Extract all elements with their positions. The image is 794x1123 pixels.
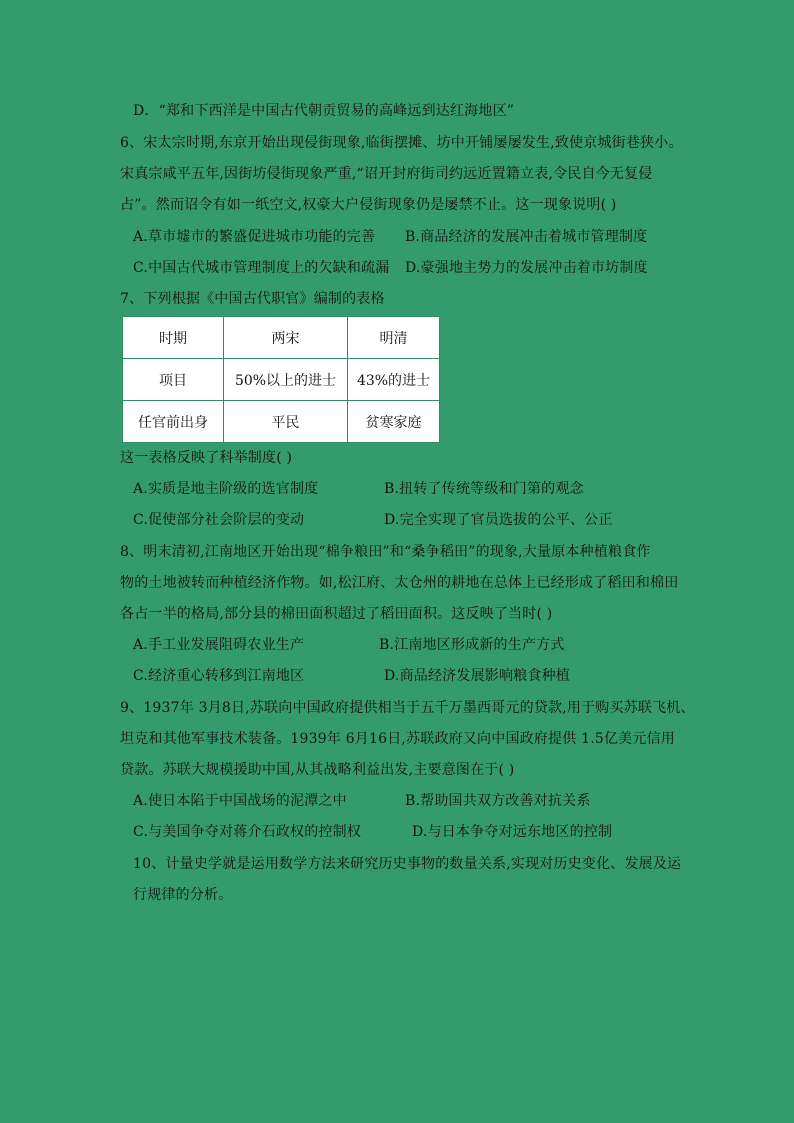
- q6-stem-line-3: 占”。然而诏令有如一纸空文,权豪大户侵街现象仍是屡禁不止。这一现象说明( ): [120, 197, 617, 213]
- q8-stem-line-3: 各占一半的格局,部分县的棉田面积超过了稻田面积。这反映了当时( ): [120, 606, 553, 622]
- q9-option-d: D.与日本争夺对远东地区的控制: [412, 824, 613, 840]
- q9-stem-line-1: 9、1937年 3月8日,苏联向中国政府提供相当于五千万墨西哥元的贷款,用于购买苏联飞机、: [120, 700, 695, 716]
- table-cell: 贫寒家庭: [348, 401, 440, 443]
- q9-stem-line-3: 贷款。苏联大规模援助中国,从其战略利益出发,主要意图在于( ): [120, 762, 515, 778]
- q7-option-d: D.完全实现了官员选拔的公平、公正: [384, 512, 613, 528]
- table-cell: 两宋: [224, 317, 348, 359]
- q8-option-d: D.商品经济发展影响粮食种植: [384, 668, 570, 684]
- table-cell: 明清: [348, 317, 440, 359]
- q7-option-a: A.实质是地主阶级的选官制度: [133, 481, 319, 497]
- q8-stem-line-1: 8、明末清初,江南地区开始出现“棉争粮田”和“桑争稻田”的现象,大量原本种植粮食作: [120, 544, 651, 560]
- q6-stem-line-2: 宋真宗咸平五年,因街坊侵街现象严重,“诏开封府街司约远近置籍立表,令民自今无复侵: [120, 166, 653, 182]
- q6-stem-line-1: 6、宋太宗时期,东京开始出现侵街现象,临街摆摊、坊中开铺屡屡发生,致使京城街巷狭小。: [120, 135, 683, 151]
- q7-question: 这一表格反映了科举制度( ): [120, 450, 293, 466]
- table-cell: 项目: [123, 359, 224, 401]
- q9-option-a: A.使日本陷于中国战场的泥潭之中: [133, 793, 347, 809]
- table-row: [123, 359, 440, 401]
- q8-stem-line-2: 物的土地被转而种植经济作物。如,松江府、太仓州的耕地在总体上已经形成了稻田和棉田: [120, 575, 679, 591]
- q10-stem-line-2: 行规律的分析。: [133, 887, 233, 903]
- q7-option-b: B.扭转了传统等级和门第的观念: [384, 481, 584, 497]
- q6-option-b: B.商品经济的发展冲击着城市管理制度: [405, 229, 648, 245]
- table-cell: 50%以上的进士: [224, 359, 348, 401]
- table-cell: 任官前出身: [123, 401, 224, 443]
- q7-option-c: C.促使部分社会阶层的变动: [133, 512, 305, 528]
- table-cell: 43%的进士: [348, 359, 440, 401]
- q6-option-a: A.草市墟市的繁盛促进城市功能的完善: [133, 229, 376, 245]
- q8-option-b: B.江南地区形成新的生产方式: [379, 637, 565, 653]
- q7-stem: 7、下列根据《中国古代职官》编制的表格: [120, 291, 385, 307]
- q10-stem-line-1: 10、计量史学就是运用数学方法来研究历史事物的数量关系,实现对历史变化、发展及运: [133, 856, 682, 872]
- table-cell: 平民: [224, 401, 348, 443]
- q7-table: [122, 316, 440, 443]
- q6-option-d: D.豪强地主势力的发展冲击着市坊制度: [405, 260, 648, 276]
- table-row: [123, 401, 440, 443]
- q9-option-b: B.帮助国共双方改善对抗关系: [405, 793, 591, 809]
- table-row: [123, 317, 440, 359]
- q6-option-c: C.中国古代城市管理制度上的欠缺和疏漏: [133, 260, 390, 276]
- q8-option-c: C.经济重心转移到江南地区: [133, 668, 305, 684]
- q9-stem-line-2: 坦克和其他军事技术装备。1939年 6月16日,苏联政府又向中国政府提供 1.5亿美元信用: [120, 731, 675, 747]
- q8-option-a: A.手工业发展阻碍农业生产: [133, 637, 305, 653]
- q5-option-d: D．“郑和下西洋是中国古代朝贡贸易的高峰远到达红海地区”: [133, 103, 515, 119]
- table-cell: 时期: [123, 317, 224, 359]
- q9-option-c: C.与美国争夺对蒋介石政权的控制权: [133, 824, 362, 840]
